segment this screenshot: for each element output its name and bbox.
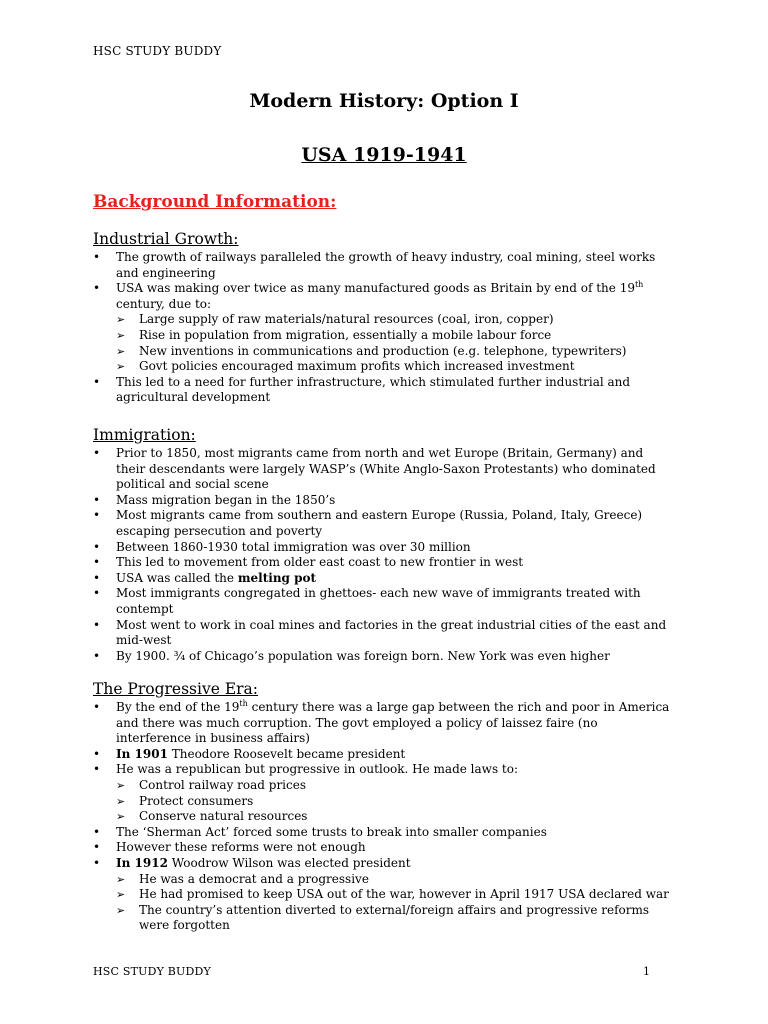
- running-footer: HSC STUDY BUDDY: [93, 965, 212, 978]
- sub-list-item: ➢ He had promised to keep USA out of the war, however in April 1917 USA declared war: [93, 887, 673, 903]
- sub-list-item: ➢ Control railway road prices: [93, 778, 673, 794]
- industrial-growth-heading: Industrial Growth:: [93, 230, 239, 248]
- sub-list-item: ➢ The country’s attention diverted to external/foreign affairs and progressive reforms were forgotten: [93, 903, 673, 934]
- sub-list-item: ➢ Protect consumers: [93, 794, 673, 810]
- list-item: • By the end of the 19th century there was a large gap between the rich and poor in America and there was much corruption. The govt employed a policy of laissez faire (no interference in business affairs): [93, 700, 673, 747]
- progressive-era-section: [93, 680, 673, 934]
- list-item: • Mass migration began in the 1850’s: [93, 493, 673, 509]
- industrial-growth-section: [93, 230, 673, 406]
- sub-list-item: ➢ New inventions in communications and production (e.g. telephone, typewriters): [93, 344, 673, 360]
- list-item: • USA was making over twice as many manufactured goods as Britain by end of the 19th century, due to:: [93, 281, 673, 312]
- list-item: • This led to a need for further infrastructure, which stimulated further industrial and agricultural development: [93, 375, 673, 406]
- sub-list-item: ➢ He was a democrat and a progressive: [93, 872, 673, 888]
- list-item: • By 1900. ¾ of Chicago’s population was foreign born. New York was even higher: [93, 649, 673, 665]
- list-item: • Most migrants came from southern and eastern Europe (Russia, Poland, Italy, Greece) escaping persecution and poverty: [93, 508, 673, 539]
- sub-list-item: ➢ Rise in population from migration, essentially a mobile labour force: [93, 328, 673, 344]
- list-item: • In 1912 Woodrow Wilson was elected president: [93, 856, 673, 872]
- running-header: HSC STUDY BUDDY: [93, 44, 222, 58]
- list-item: • In 1901 Theodore Roosevelt became president: [93, 747, 673, 763]
- immigration-list: [93, 446, 673, 664]
- section-heading: Background Information:: [93, 192, 337, 212]
- list-item: • However these reforms were not enough: [93, 840, 673, 856]
- sub-list-item: ➢ Large supply of raw materials/natural resources (coal, iron, copper): [93, 312, 673, 328]
- sub-list-item: ➢ Conserve natural resources: [93, 809, 673, 825]
- progressive-era-heading: The Progressive Era:: [93, 680, 259, 698]
- document-subtitle: USA 1919-1941: [301, 144, 467, 166]
- list-item: • Prior to 1850, most migrants came from north and wet Europe (Britain, Germany) and their descendants were largely WASP’s (White Anglo-Saxon Protestants) who dominated political and social scene: [93, 446, 673, 493]
- progressive-era-list: [93, 700, 673, 934]
- immigration-heading: Immigration:: [93, 426, 196, 444]
- page-number: 1: [643, 965, 650, 978]
- list-item: • This led to movement from older east coast to new frontier in west: [93, 555, 673, 571]
- background-heading: [93, 192, 673, 212]
- list-item: • The ‘Sherman Act’ forced some trusts to break into smaller companies: [93, 825, 673, 841]
- list-item: • He was a republican but progressive in outlook. He made laws to:: [93, 762, 673, 778]
- list-item: • Most immigrants congregated in ghettoes- each new wave of immigrants treated with contempt: [93, 586, 673, 617]
- document-title: Modern History: Option I: [249, 90, 519, 112]
- list-item: • USA was called the melting pot: [93, 571, 673, 587]
- list-item: • Between 1860-1930 total immigration was over 30 million: [93, 540, 673, 556]
- industrial-growth-list: [93, 250, 673, 406]
- list-item: • The growth of railways paralleled the growth of heavy industry, coal mining, steel works and engineering: [93, 250, 673, 281]
- sub-list-item: ➢ Govt policies encouraged maximum profits which increased investment: [93, 359, 673, 375]
- immigration-section: [93, 426, 673, 664]
- list-item: • Most went to work in coal mines and factories in the great industrial cities of the east and mid-west: [93, 618, 673, 649]
